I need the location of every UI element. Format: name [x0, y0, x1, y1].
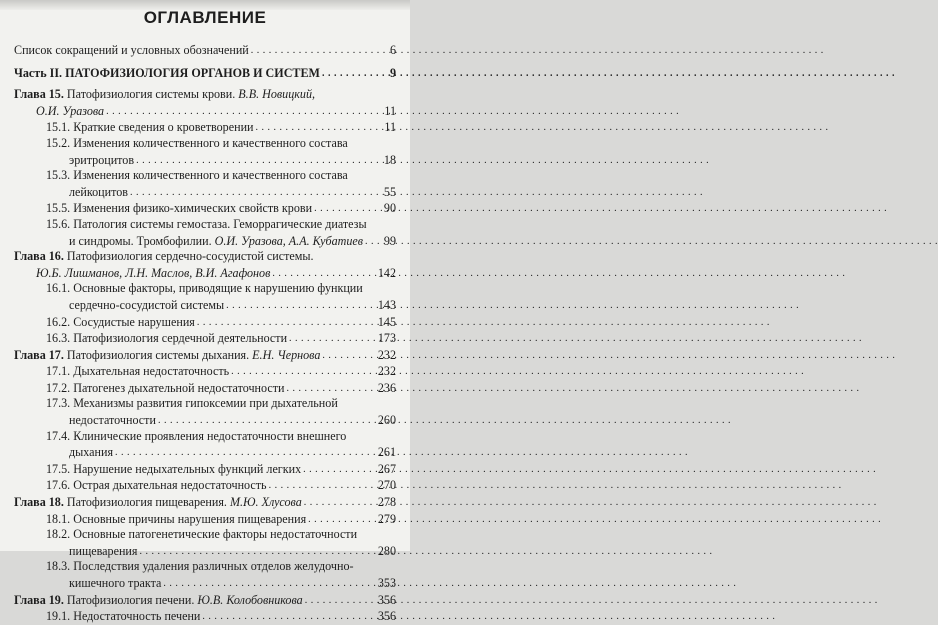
entry-title: 15.1. Краткие сведения о кроветворении	[46, 120, 254, 135]
toc-line	[46, 527, 396, 543]
entry-title: Патофизиология сердечно-сосудистой системы.	[63, 249, 314, 264]
dot-leader	[226, 297, 376, 314]
entry-title: недостаточности	[69, 413, 156, 428]
toc-text	[46, 544, 137, 560]
dot-leader	[305, 592, 376, 609]
dot-leader	[106, 103, 382, 120]
page-number: 232	[377, 364, 396, 379]
page-number: 280	[377, 543, 396, 558]
toc-entry-s18-3[interactable]	[14, 559, 396, 591]
entry-title: эритроцитов	[69, 152, 135, 167]
entry-title: Патофизиология системы дыхания.	[63, 347, 253, 362]
entry-author: О.И. Уразова	[36, 103, 105, 118]
toc-text	[14, 66, 320, 82]
toc-text	[46, 381, 285, 397]
toc-line	[46, 444, 396, 461]
entry-author: Ю.В. Колобовникова	[197, 592, 303, 607]
toc-line	[14, 494, 396, 511]
toc-entry-s19-1[interactable]	[14, 608, 396, 625]
dot-leader	[163, 575, 375, 592]
chapter-label: Глава 18.	[14, 495, 64, 510]
entry-title: 16.1. Основные факторы, приводящие к нарушению функции	[46, 281, 363, 296]
toc-text	[14, 104, 104, 120]
page-number: 270	[377, 478, 396, 493]
page-number: 353	[377, 576, 396, 590]
dot-leader	[231, 363, 376, 380]
toc-text	[14, 249, 314, 263]
page-title: ОГЛАВЛЕНИЕ	[143, 8, 267, 27]
toc-line	[46, 608, 396, 625]
toc-line	[46, 543, 396, 560]
dot-leader	[272, 265, 376, 282]
toc-line	[14, 42, 396, 59]
toc-line	[14, 249, 396, 265]
entry-title: 17.4. Клинические проявления недостаточности внешнего	[46, 428, 347, 443]
page-number: 279	[377, 511, 396, 526]
entry-title: 19.1. Недостаточность печени	[46, 609, 201, 624]
toc-text	[46, 120, 254, 136]
dot-leader	[314, 200, 382, 217]
toc-entry-s15-6[interactable]	[14, 217, 396, 249]
toc-text	[46, 364, 229, 380]
toc-line	[46, 314, 396, 331]
dot-leader	[365, 233, 382, 250]
toc-line	[14, 592, 396, 609]
entry-title: Патофизиология пищеварения.	[63, 495, 230, 510]
entry-title: 17.2. Патогенез дыхательной недостаточности	[46, 380, 285, 395]
toc-entry-s16-2[interactable]	[14, 314, 396, 331]
entry-title: 17.5. Нарушение недыхательных функций легких	[46, 461, 302, 476]
toc-line	[46, 575, 396, 592]
toc-entry-s16-3[interactable]	[14, 330, 396, 347]
toc-line	[14, 347, 396, 364]
toc-entry-ch15[interactable]	[14, 87, 396, 119]
page-number: 11	[384, 120, 396, 135]
toc-text	[46, 609, 200, 625]
page-number: 18	[383, 152, 396, 167]
entry-title: Патофизиология системы крови.	[63, 87, 239, 102]
entry-title: 17.1. Дыхательная недостаточность	[46, 364, 230, 379]
dot-leader	[304, 494, 376, 511]
toc-line	[46, 330, 396, 347]
entry-title: и синдромы. Тромбофилии.	[69, 233, 215, 248]
entry-title: Патофизиология печени.	[63, 592, 198, 607]
page-number: 6	[389, 43, 396, 57]
dot-leader	[303, 461, 376, 478]
toc-line	[46, 511, 396, 528]
toc-text	[14, 495, 302, 511]
dot-leader	[197, 314, 376, 331]
toc-text	[46, 234, 363, 250]
page-number: 232	[377, 347, 396, 362]
toc-line	[46, 152, 396, 169]
toc-text	[46, 153, 134, 169]
page-number: 356	[377, 592, 396, 607]
toc-text	[46, 281, 363, 295]
toc-entry-s16-1[interactable]	[14, 281, 396, 313]
toc-entry-s17-2[interactable]	[14, 380, 396, 397]
toc-entry-s15-2[interactable]	[14, 136, 396, 168]
entry-title: 15.6. Патология системы гемостаза. Геморрагические диатезы	[46, 216, 367, 231]
entry-title: 18.1. Основные причины нарушения пищеварения	[46, 511, 307, 526]
entry-author: Е.Н. Чернова	[252, 347, 321, 362]
entry-title: дыхания	[69, 445, 114, 460]
toc-text	[14, 348, 320, 364]
page-number: 236	[377, 380, 396, 395]
toc-line	[46, 559, 396, 575]
book-page	[0, 0, 410, 624]
toc-entry-abbr[interactable]	[14, 42, 396, 59]
toc-entry-s15-3[interactable]	[14, 168, 396, 200]
page-number: 267	[377, 461, 396, 476]
entry-author: М.Ю. Хлусова	[229, 495, 302, 510]
toc-line	[14, 103, 396, 120]
entry-title: 18.2. Основные патогенетические факторы недостаточности	[46, 527, 358, 542]
page-number: 90	[383, 201, 396, 216]
dot-leader	[251, 42, 388, 59]
toc-line	[46, 477, 396, 494]
entry-title: 15.5. Изменения физико-химических свойств крови	[46, 201, 313, 216]
toc-line	[14, 265, 396, 282]
entry-title: 16.3. Патофизиология сердечной деятельности	[46, 331, 288, 346]
toc-text	[46, 315, 195, 331]
toc-line	[46, 233, 396, 250]
dot-leader	[287, 380, 376, 397]
entry-title: Список сокращений и условных обозначений	[14, 43, 249, 57]
chapter-label: Глава 17.	[14, 347, 64, 362]
toc-text	[14, 87, 315, 101]
toc-line	[46, 396, 396, 412]
toc-text	[46, 462, 301, 478]
toc-line	[46, 281, 396, 297]
entry-title: лейкоцитов	[69, 184, 129, 199]
entry-title: 17.6. Острая дыхательная недостаточность	[46, 478, 267, 493]
toc-line	[46, 168, 396, 184]
dot-leader	[322, 347, 375, 364]
entry-author: О.И. Уразова, А.А. Кубатиев	[214, 233, 364, 248]
table-of-contents	[14, 42, 396, 625]
toc-entry-s15-1[interactable]	[14, 119, 396, 136]
toc-text	[14, 593, 303, 609]
entry-author: Ю.Б. Лишманов, Л.Н. Маслов, В.И. Агафонов	[36, 265, 271, 280]
toc-text	[46, 201, 312, 217]
toc-text	[46, 478, 267, 494]
toc-line	[46, 461, 396, 478]
page-number: 142	[377, 265, 396, 280]
entry-title: 17.3. Механизмы развития гипоксемии при дыхательной	[46, 396, 338, 411]
toc-text	[14, 43, 249, 59]
dot-leader	[158, 412, 376, 429]
toc-text	[14, 266, 270, 282]
toc-entry-s17-5[interactable]	[14, 461, 396, 478]
toc-entry-ch17[interactable]	[14, 347, 396, 364]
toc-text	[46, 429, 346, 443]
entry-title: 15.3. Изменения количественного и качественного состава	[46, 168, 348, 183]
toc-line	[46, 412, 396, 429]
toc-line	[46, 136, 396, 152]
toc-text	[46, 512, 306, 528]
dot-leader	[130, 184, 382, 201]
toc-line	[46, 200, 396, 217]
dot-leader	[139, 543, 375, 560]
toc-text	[46, 331, 287, 347]
page-number: 173	[377, 331, 396, 346]
page-number: 9	[389, 65, 396, 80]
toc-entry-s17-3[interactable]	[14, 396, 396, 428]
toc-entry-s18-1[interactable]	[14, 511, 396, 528]
toc-text	[46, 576, 161, 592]
dot-leader	[308, 511, 376, 528]
toc-text	[46, 527, 357, 541]
page-number: 99	[383, 233, 396, 248]
toc-text	[46, 413, 156, 429]
toc-line	[46, 297, 396, 314]
entry-title: Часть II. ПАТОФИЗИОЛОГИЯ ОРГАНОВ И СИСТЕМ	[14, 65, 320, 80]
page-number: 145	[377, 314, 396, 329]
toc-text	[46, 217, 367, 231]
chapter-label: Глава 19.	[14, 592, 64, 607]
chapter-label: Глава 15.	[14, 87, 64, 102]
toc-line	[46, 119, 396, 136]
toc-line	[46, 184, 396, 201]
dot-leader	[136, 152, 382, 169]
toc-entry-s17-1[interactable]	[14, 363, 396, 380]
page-number: 278	[377, 495, 396, 510]
page-number: 11	[384, 103, 396, 118]
entry-title: 15.2. Изменения количественного и качественного состава	[46, 135, 348, 150]
toc-entry-ch19[interactable]	[14, 592, 396, 609]
toc-entry-s17-4[interactable]	[14, 429, 396, 461]
toc-line	[14, 87, 396, 103]
page-number: 356	[377, 609, 396, 624]
page-number: 260	[377, 413, 396, 428]
toc-line	[46, 429, 396, 445]
toc-text	[46, 185, 128, 201]
chapter-label: Глава 16.	[14, 249, 64, 264]
entry-title: 18.3. Последствия удаления различных отделов желудочно-	[46, 559, 354, 574]
toc-entry-part2[interactable]	[14, 65, 396, 82]
dot-leader	[289, 330, 376, 347]
toc-line	[46, 363, 396, 380]
entry-author: В.В. Новицкий,	[238, 87, 316, 102]
toc-entry-s15-5[interactable]	[14, 200, 396, 217]
page-number: 55	[383, 184, 396, 199]
toc-line	[46, 217, 396, 233]
toc-line	[46, 380, 396, 397]
toc-line	[14, 65, 396, 82]
dot-leader	[322, 65, 388, 82]
page-number: 143	[377, 297, 396, 312]
toc-entry-s18-2[interactable]	[14, 527, 396, 559]
dot-leader	[115, 444, 376, 461]
dot-leader	[202, 608, 375, 625]
toc-entry-ch16[interactable]	[14, 249, 396, 281]
toc-text	[46, 445, 113, 461]
entry-title: пищеварения	[69, 543, 138, 558]
entry-title: кишечного тракта	[69, 576, 162, 590]
entry-title: 16.2. Сосудистые нарушения	[46, 314, 195, 329]
dot-leader	[269, 477, 376, 494]
entry-title: сердечно-сосудистой системы	[69, 297, 225, 312]
toc-text	[46, 136, 348, 150]
page-number: 261	[377, 445, 396, 460]
toc-text	[46, 298, 224, 314]
toc-entry-s17-6[interactable]	[14, 477, 396, 494]
dot-leader	[256, 119, 383, 136]
toc-text	[46, 168, 348, 182]
toc-text	[46, 396, 338, 410]
toc-text	[46, 559, 354, 573]
toc-entry-ch18[interactable]	[14, 494, 396, 511]
